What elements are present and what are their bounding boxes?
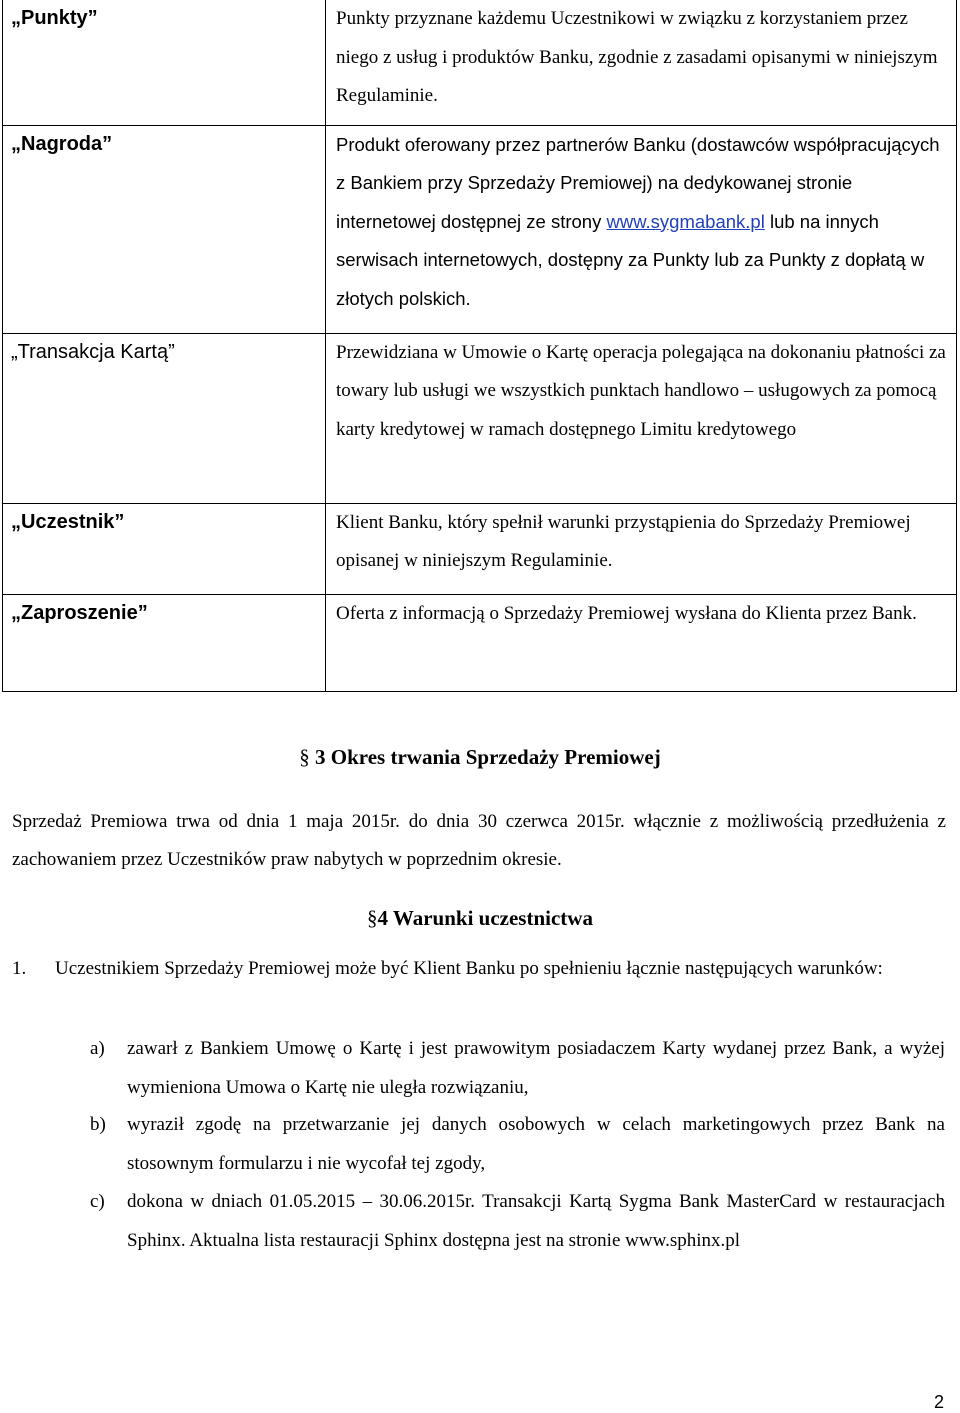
item-text: dokona w dniach 01.05.2015 – 30.06.2015r. Transakcji Kartą Sygma Bank MasterCard w restauracjach Sphinx. Aktualna lista restauracji Sphinx dostępna jest na stronie www.sphinx.pl (127, 1191, 945, 1251)
definition-row (3, 594, 957, 691)
definition-term: „Zaproszenie” (3, 594, 326, 691)
page-number: 2 (933, 1392, 944, 1412)
list-item (0, 1106, 960, 1184)
definition-term: „Punkty” (3, 0, 326, 125)
sygmabank-link[interactable]: www.sygmabank.pl (606, 210, 765, 232)
item-text: wyraził zgodę na przetwarzanie jej danych osobowych w celach marketingowych przez Bank na stosownym formularzu i nie wycofał tej zgody, (127, 1114, 945, 1174)
item-text: zawarł z Bankiem Umowę o Kartę i jest prawowitym posiadaczem Karty wydanej przez Bank, a wyżej wymieniona Umowa o Kartę nie uległa rozwiązaniu, (127, 1038, 945, 1098)
section-4-heading: §4 Warunki uczestnictwa (367, 906, 593, 930)
item-label: b) (90, 1114, 106, 1135)
definition-row (3, 333, 957, 503)
item-number: 1. (12, 958, 27, 979)
definition-term: „Nagroda” (3, 125, 326, 333)
item-label: a) (90, 1038, 105, 1059)
definition-row (3, 0, 957, 125)
definition-row (3, 503, 957, 594)
definition-term: „Transakcja Kartą” (3, 333, 326, 503)
definition-text: Punkty przyznane każdemu Uczestnikowi w związku z korzystaniem przez niego z usług i produktów Banku, zgodnie z zasadami opisanymi w niniejszym Regulaminie. (326, 0, 957, 125)
item-label: c) (90, 1191, 105, 1212)
definition-text: Oferta z informacją o Sprzedaży Premiowej wysłana do Klienta przez Bank. (326, 594, 957, 691)
list-item (0, 1030, 960, 1108)
list-item (0, 950, 960, 1030)
definition-text: Przewidziana w Umowie o Kartę operacja polegająca na dokonaniu płatności za towary lub usługi we wszystkich punktach handlowo – usługowych za pomocą karty kredytowej w ramach dostępnego Limitu kredytowego (326, 333, 957, 503)
list-item (0, 1183, 960, 1299)
definition-row (3, 125, 957, 333)
section-3-heading: § 3 Okres trwania Sprzedaży Premiowej (299, 745, 661, 769)
section-3-paragraph: Sprzedaż Premiowa trwa od dnia 1 maja 2015r. do dnia 30 czerwca 2015r. włącznie z możliwością przedłużenia z zachowaniem przez Uczestników praw nabytych w poprzednim okresie. (12, 811, 946, 870)
definitions-table (2, 0, 957, 692)
definition-text: Produkt oferowany przez partnerów Banku (dostawców współpracujących z Bankiem przy Sprzedaży Premiowej) na dedykowanej stronie internetowej dostępnej ze strony www.sygmabank.pl lub na innych serwisach internetowych, dostępny za Punkty lub za Punkty z dopłatą w złotych polskich. (326, 125, 957, 333)
definition-text: Klient Banku, który spełnił warunki przystąpienia do Sprzedaży Premiowej opisanej w niniejszym Regulaminie. (326, 503, 957, 594)
item-text: Uczestnikiem Sprzedaży Premiowej może być Klient Banku po spełnieniu łącznie następujących warunków: (55, 958, 883, 979)
definition-term: „Uczestnik” (3, 503, 326, 594)
